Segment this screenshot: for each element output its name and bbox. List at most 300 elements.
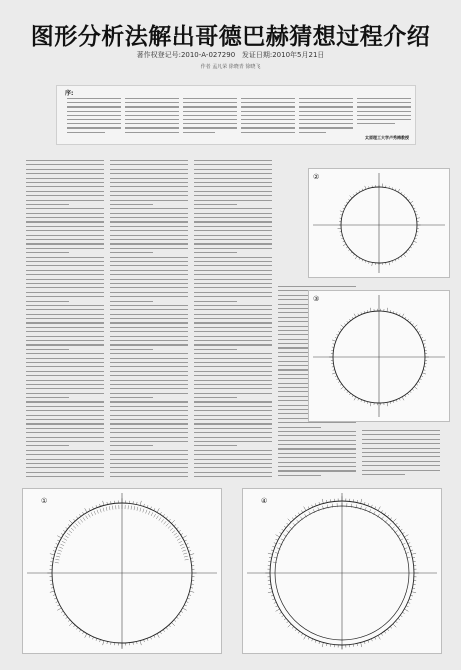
circle-tick xyxy=(187,547,189,548)
circle-tick xyxy=(85,634,87,638)
inner-tick xyxy=(170,528,173,531)
circle-tick xyxy=(50,554,55,555)
circle-tick xyxy=(393,519,396,522)
inner-tick xyxy=(180,544,184,546)
circle-tick xyxy=(154,508,155,510)
circle-tick xyxy=(368,503,369,505)
inner-tick xyxy=(134,506,135,510)
circle-tick xyxy=(404,609,408,611)
circle-tick xyxy=(288,519,291,522)
circle-tick xyxy=(179,614,181,616)
circle-tick xyxy=(378,635,380,639)
circle-tick xyxy=(279,612,281,613)
circle-tick xyxy=(272,546,274,547)
inner-tick xyxy=(88,514,90,517)
circle-tick xyxy=(370,402,371,406)
circle-tick xyxy=(147,638,148,640)
circle-tick xyxy=(66,527,68,529)
circle-tick xyxy=(398,526,400,528)
circle-tick xyxy=(269,588,272,589)
circle-tick xyxy=(412,588,415,589)
circle-tick xyxy=(100,640,101,642)
inner-tick xyxy=(137,507,138,511)
inner-tick xyxy=(156,516,158,519)
circle-tick xyxy=(56,601,58,602)
circle-tick xyxy=(387,402,388,406)
circle-tick xyxy=(272,599,274,600)
circle-tick xyxy=(412,389,414,391)
circle-tick xyxy=(414,387,417,390)
circle-tick xyxy=(57,536,61,538)
circle-tick xyxy=(407,393,408,395)
circle-tick xyxy=(393,624,396,627)
figure-panel-4 xyxy=(242,488,442,654)
circle-tick xyxy=(176,527,178,529)
inner-tick xyxy=(71,528,74,531)
circle-tick xyxy=(358,398,359,400)
circle-tick xyxy=(353,254,354,256)
circle-tick xyxy=(312,505,313,507)
circle-tick xyxy=(68,524,70,526)
circle-tick xyxy=(402,532,404,533)
circle-tick xyxy=(396,621,398,623)
circle-tick xyxy=(375,637,376,639)
circle-tick xyxy=(410,391,411,393)
circle-tick xyxy=(183,536,187,538)
circle-tick xyxy=(365,186,366,189)
circle-tick xyxy=(349,319,350,321)
figure-panel-2 xyxy=(308,168,450,278)
circle-tick xyxy=(150,637,151,639)
circle-tick xyxy=(409,546,411,547)
preface-label: 序: xyxy=(65,90,74,97)
circle-tick xyxy=(412,244,414,245)
circle-tick xyxy=(418,331,420,332)
inner-tick xyxy=(112,506,113,510)
circle-tick xyxy=(57,605,59,606)
circle-tick xyxy=(181,533,183,534)
inner-tick xyxy=(100,509,101,513)
circle-tick xyxy=(68,620,70,622)
circle-tick xyxy=(403,194,404,196)
circle-diagram xyxy=(309,169,449,277)
circle-tick xyxy=(420,334,422,335)
circle-tick xyxy=(421,337,423,338)
circle-tick xyxy=(160,512,161,514)
circle-tick xyxy=(268,553,273,554)
circle-tick xyxy=(312,639,313,641)
circle-tick xyxy=(358,314,359,316)
article-title: 图形分析法解出哥德巴赫猜想过程介绍 xyxy=(30,24,431,50)
circle-tick xyxy=(364,641,365,643)
circle-tick xyxy=(69,622,72,625)
inner-tick xyxy=(172,530,175,533)
inner-tick xyxy=(106,507,107,511)
article-text-column xyxy=(26,160,104,482)
copyright-line xyxy=(0,50,461,60)
circle-tick xyxy=(79,630,81,632)
circle-tick xyxy=(315,503,316,505)
preface-signature: 太原理工大学卢秀梅教授 xyxy=(365,135,409,140)
circle-tick xyxy=(410,321,411,323)
circle-tick xyxy=(57,540,59,541)
circle-tick xyxy=(387,308,388,312)
circle-tick xyxy=(378,507,380,511)
circle-tick xyxy=(271,595,273,596)
inner-tick xyxy=(151,512,153,516)
circle-tick xyxy=(319,641,320,643)
circle-tick xyxy=(398,189,400,192)
circle-tick xyxy=(288,624,291,627)
inner-tick xyxy=(56,556,60,557)
circle-tick xyxy=(169,519,171,521)
circle-tick xyxy=(181,611,183,612)
circle-tick xyxy=(359,190,360,192)
circle-tick xyxy=(418,381,420,382)
circle-tick xyxy=(405,395,406,397)
circle-tick xyxy=(304,635,306,639)
circle-tick xyxy=(92,637,93,639)
circle-tick xyxy=(387,629,389,631)
circle-tick xyxy=(340,384,342,385)
author-line: 作者 孟凡荣 徐晓青 徐晓飞 xyxy=(200,64,261,70)
circle-tick xyxy=(53,595,55,596)
circle-tick xyxy=(292,627,294,629)
circle-tick xyxy=(315,640,316,642)
circle-tick xyxy=(346,247,348,248)
circle-tick xyxy=(359,258,360,260)
preface-text-column xyxy=(125,98,179,136)
copyright-label: 著作权登记号: xyxy=(136,51,181,59)
circle-tick xyxy=(353,194,354,196)
circle-tick xyxy=(355,256,357,259)
circle-tick xyxy=(398,258,399,260)
circle-tick xyxy=(144,640,145,642)
circle-tick xyxy=(410,550,412,551)
circle-tick xyxy=(282,615,284,617)
circle-tick xyxy=(82,512,83,514)
inner-tick xyxy=(166,523,169,526)
circle-tick xyxy=(271,550,273,551)
circle-tick xyxy=(85,508,87,512)
circle-tick xyxy=(326,500,327,503)
circle-tick xyxy=(279,532,281,533)
circle-tick xyxy=(57,608,61,610)
circle-tick xyxy=(409,599,411,600)
circle-tick xyxy=(96,638,97,640)
inner-tick xyxy=(103,508,104,512)
circle-tick xyxy=(390,627,392,629)
circle-tick xyxy=(63,614,65,616)
article-text-column xyxy=(362,430,440,482)
inner-tick xyxy=(97,510,98,514)
circle-tick xyxy=(140,641,141,646)
circle-tick xyxy=(384,631,386,633)
circle-tick xyxy=(372,262,373,266)
circle-tick xyxy=(326,643,327,646)
circle-tick xyxy=(399,314,400,316)
inner-tick xyxy=(69,530,72,533)
circle-tick xyxy=(401,192,402,194)
circle-tick xyxy=(408,199,410,200)
circle-tick xyxy=(408,543,410,544)
circle-tick xyxy=(295,515,297,517)
circle-tick xyxy=(402,314,404,317)
circle-tick xyxy=(403,254,405,257)
preface-text-column xyxy=(299,98,353,136)
circle-tick xyxy=(274,543,276,544)
inner-tick xyxy=(75,523,78,526)
circle-tick xyxy=(190,591,195,592)
circle-tick xyxy=(400,529,402,531)
circle-tick xyxy=(276,609,280,611)
article-text-column xyxy=(278,160,304,280)
inner-tick xyxy=(154,514,156,517)
circle-tick xyxy=(407,319,408,321)
inner-tick xyxy=(161,519,163,522)
figure-number: ① xyxy=(41,497,48,505)
circle-tick xyxy=(186,543,188,544)
circle-tick xyxy=(295,629,297,631)
circle-tick xyxy=(171,520,174,523)
circle-tick xyxy=(298,631,300,633)
inner-tick xyxy=(109,506,110,510)
inner-tick xyxy=(78,521,81,524)
circle-tick xyxy=(344,389,346,391)
circle-tick xyxy=(287,621,289,623)
inner-tick xyxy=(55,559,59,560)
circle-tick xyxy=(371,505,372,507)
circle-tick xyxy=(157,508,159,512)
circle-tick xyxy=(179,530,181,532)
circle-tick xyxy=(157,634,159,638)
circle-tick xyxy=(348,199,350,200)
circle-tick xyxy=(284,618,286,620)
circle-tick xyxy=(412,557,415,558)
circle-tick xyxy=(89,508,90,510)
circle-tick xyxy=(347,321,348,323)
circle-tick xyxy=(308,637,309,639)
circle-tick xyxy=(357,643,358,646)
circle-tick xyxy=(400,615,402,617)
circle-tick xyxy=(287,523,289,525)
circle-tick xyxy=(282,529,284,531)
circle-tick xyxy=(406,606,408,607)
circle-tick xyxy=(51,558,54,559)
inner-tick xyxy=(94,511,96,515)
circle-tick xyxy=(416,218,420,219)
circle-tick xyxy=(410,595,412,596)
circle-tick xyxy=(56,543,58,544)
circle-tick xyxy=(169,625,171,627)
circle-tick xyxy=(184,605,186,606)
circle-tick xyxy=(416,384,418,385)
circle-tick xyxy=(384,513,386,515)
figure-number: ④ xyxy=(261,497,268,505)
circle-tick xyxy=(268,592,273,593)
circle-tick xyxy=(356,192,357,194)
circle-tick xyxy=(351,252,352,253)
circle-tick xyxy=(408,249,410,250)
circle-tick xyxy=(82,632,83,634)
circle-tick xyxy=(79,514,81,516)
circle-tick xyxy=(96,505,97,507)
circle-tick xyxy=(73,625,75,627)
inner-tick xyxy=(86,516,88,519)
circle-tick xyxy=(274,602,276,603)
circle-tick xyxy=(66,617,68,619)
inner-tick xyxy=(73,526,76,529)
circle-tick xyxy=(54,598,56,599)
circle-tick xyxy=(176,617,178,619)
circle-tick xyxy=(137,502,138,505)
inner-tick xyxy=(164,521,167,524)
circle-tick xyxy=(338,381,340,382)
circle-tick xyxy=(163,514,165,516)
circle-tick xyxy=(174,524,176,526)
preface-text-column xyxy=(67,98,121,136)
inner-tick xyxy=(183,553,187,554)
circle-tick xyxy=(381,510,382,512)
circle-tick xyxy=(340,329,342,330)
circle-tick xyxy=(350,196,353,199)
circle-tick xyxy=(269,557,272,558)
circle-tick xyxy=(346,202,348,203)
circle-tick xyxy=(408,602,410,603)
circle-tick xyxy=(412,324,414,326)
inner-tick xyxy=(60,544,64,546)
inner-tick xyxy=(83,517,85,520)
circle-tick xyxy=(276,606,278,607)
circle-tick xyxy=(276,539,278,540)
preface-box xyxy=(56,85,416,145)
circle-tick xyxy=(368,640,369,642)
circle-tick xyxy=(61,533,63,534)
circle-tick xyxy=(412,592,417,593)
circle-diagram xyxy=(309,291,449,421)
circle-tick xyxy=(184,540,186,541)
circle-tick xyxy=(301,633,302,635)
circle-tick xyxy=(284,526,286,528)
figure-number: ③ xyxy=(313,295,320,303)
issue-date-label: 发证日期: xyxy=(241,51,273,59)
circle-tick xyxy=(410,201,413,203)
circle-tick xyxy=(387,515,389,517)
circle-tick xyxy=(357,500,358,503)
circle-tick xyxy=(154,635,155,637)
circle-tick xyxy=(171,622,174,625)
circle-tick xyxy=(413,241,416,243)
circle-tick xyxy=(166,517,168,519)
inner-tick xyxy=(67,533,70,535)
circle-tick xyxy=(107,641,108,644)
circle-tick xyxy=(150,507,151,509)
inner-tick xyxy=(143,509,144,513)
circle-tick xyxy=(412,553,417,554)
inner-tick xyxy=(62,541,66,543)
issue-date: 2010年5月21日 xyxy=(272,51,325,59)
inner-tick xyxy=(181,547,185,549)
inner-tick xyxy=(131,506,132,510)
circle-tick xyxy=(69,520,72,523)
circle-tick xyxy=(183,608,187,610)
inner-tick xyxy=(58,550,62,551)
circle-tick xyxy=(335,376,337,377)
figure-number: ② xyxy=(313,173,320,181)
circle-tick xyxy=(422,340,426,341)
circle-tick xyxy=(416,329,418,330)
circle-tick xyxy=(190,558,193,559)
circle-tick xyxy=(399,398,400,400)
inner-tick xyxy=(177,538,180,540)
circle-tick xyxy=(398,618,400,620)
circle-tick xyxy=(364,502,365,504)
circle-tick xyxy=(354,314,356,317)
circle-tick xyxy=(319,502,320,504)
circle-tick xyxy=(103,501,104,506)
circle-tick xyxy=(100,504,101,506)
inner-tick xyxy=(174,533,177,535)
inner-tick xyxy=(184,556,188,557)
circle-tick xyxy=(103,641,104,646)
circle-tick xyxy=(186,601,188,602)
circle-tick xyxy=(76,517,78,519)
circle-tick xyxy=(336,334,338,335)
circle-tick xyxy=(163,630,165,632)
inner-tick xyxy=(175,536,178,538)
circle-tick xyxy=(189,595,191,596)
preface-text-column xyxy=(357,98,411,127)
circle-tick xyxy=(422,373,426,374)
circle-tick xyxy=(396,523,398,525)
circle-tick xyxy=(308,507,309,509)
circle-tick xyxy=(421,376,423,377)
circle-tick xyxy=(406,252,407,253)
circle-diagram xyxy=(243,489,441,653)
circle-tick xyxy=(414,325,417,328)
inner-tick xyxy=(179,541,183,543)
circle-tick xyxy=(322,499,323,504)
circle-tick xyxy=(54,547,56,548)
circle-tick xyxy=(76,627,78,629)
circle-tick xyxy=(107,502,108,505)
circle-tick xyxy=(166,627,168,629)
figure-panel-1 xyxy=(22,488,222,654)
inner-tick xyxy=(168,526,171,529)
inner-tick xyxy=(182,550,186,551)
circle-tick xyxy=(50,591,55,592)
inner-tick xyxy=(55,562,59,563)
circle-tick xyxy=(63,530,65,532)
circle-tick xyxy=(406,197,407,198)
circle-tick xyxy=(404,535,408,537)
circle-tick xyxy=(390,518,392,520)
circle-tick xyxy=(347,391,348,393)
circle-tick xyxy=(89,635,90,637)
circle-tick xyxy=(341,387,344,390)
circle-tick xyxy=(338,331,340,332)
circle-tick xyxy=(420,379,422,380)
inner-tick xyxy=(146,510,147,514)
circle-tick xyxy=(187,598,189,599)
circle-tick xyxy=(276,535,280,537)
inner-tick xyxy=(91,512,93,516)
circle-tick xyxy=(322,643,323,648)
circle-tick xyxy=(340,211,343,212)
circle-tick xyxy=(51,588,54,589)
circle-tick xyxy=(301,510,302,512)
circle-tick xyxy=(53,551,55,552)
